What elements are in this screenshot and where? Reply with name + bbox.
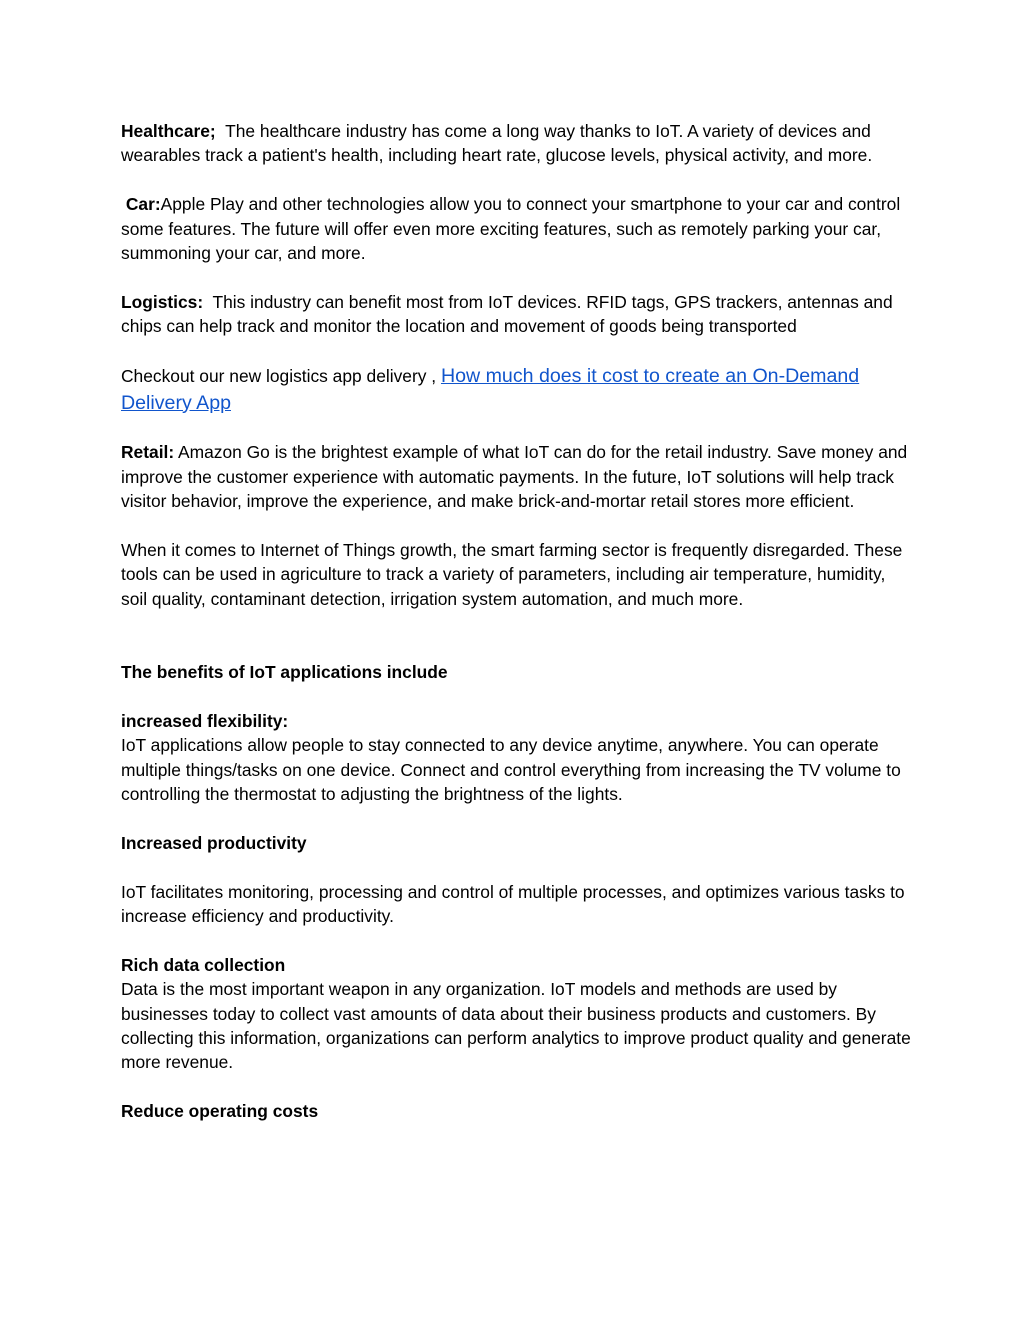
- healthcare-text: The healthcare industry has come a long way thanks to IoT. A variety of devices and wearables track a patient's health, including heart rate, glucose levels, physical activity, and more.: [121, 121, 873, 166]
- data-collection-heading-text: Rich data collection: [121, 954, 286, 975]
- retail-paragraph: [121, 440, 911, 513]
- data-collection-text: Data is the most important weapon in any organization. IoT models and methods are used by businesses today to collect vast amounts of data about their business products and customers. By collecting this information, organizations can perform analytics to improve product quality and generate more revenue.: [121, 979, 911, 1073]
- spacer: [121, 339, 911, 363]
- spacer: [121, 806, 911, 830]
- checkout-paragraph: [121, 363, 911, 416]
- flexibility-heading-text: increased flexibility:: [121, 710, 289, 731]
- productivity-text: IoT facilitates monitoring, processing and control of multiple processes, and optimizes various tasks to increase efficiency and productivity.: [121, 881, 905, 927]
- spacer: [121, 611, 911, 660]
- retail-text: Amazon Go is the brightest example of what IoT can do for the retail industry. Save money and improve the customer experience with automatic payments. In the future, IoT solutions will help track visitor behavior, improve the experience, and make brick-and-mortar retail stores more efficient.: [121, 442, 908, 512]
- logistics-label: Logistics:: [121, 291, 204, 312]
- spacer: [121, 416, 911, 440]
- farming-paragraph: When it comes to Internet of Things growth, the smart farming sector is frequently disregarded. These tools can be used in agriculture to track a variety of parameters, including air temperature, humidity, soil quality, contaminant detection, irrigation system automation, and much more.: [121, 540, 903, 609]
- car-paragraph: [121, 192, 911, 265]
- productivity-heading: [121, 831, 911, 855]
- benefits-heading: [121, 660, 911, 684]
- car-label: Car:: [125, 194, 161, 215]
- logistics-text: This industry can benefit most from IoT devices. RFID tags, GPS trackers, antennas and chips can help track and monitor the location and movement of goods being transported: [121, 291, 893, 337]
- benefits-heading-text: The benefits of IoT applications include: [121, 662, 448, 683]
- spacer: [121, 855, 911, 879]
- productivity-heading-text: Increased productivity: [121, 832, 307, 853]
- spacer: [121, 514, 911, 538]
- operating-costs-heading-text: Reduce operating costs: [121, 1101, 319, 1122]
- healthcare-label: Healthcare;: [121, 121, 216, 141]
- document-page: [121, 119, 911, 1124]
- spacer: [121, 928, 911, 952]
- spacer: [121, 265, 911, 289]
- spacer: [121, 168, 911, 192]
- logistics-paragraph: [121, 290, 911, 339]
- delivery-app-cost-link[interactable]: How much does it cost to create an On-Demand Delivery App: [121, 365, 860, 414]
- operating-costs-heading: [121, 1099, 911, 1123]
- spacer: [121, 684, 911, 708]
- healthcare-paragraph: [121, 119, 911, 168]
- spacer: [121, 1075, 911, 1099]
- checkout-text: Checkout our new logistics app delivery ,: [121, 366, 437, 387]
- data-collection-heading: [121, 953, 911, 977]
- retail-label: Retail:: [121, 442, 175, 463]
- flexibility-heading: [121, 709, 911, 733]
- flexibility-text: IoT applications allow people to stay connected to any device anytime, anywhere. You can operate multiple things/tasks on one device. Connect and control everything from increasing the TV volume to controlling the thermostat to adjusting the brightness of the lights.: [121, 735, 901, 805]
- car-text: Apple Play and other technologies allow you to connect your smartphone to your car and control some features. The future will offer even more exciting features, such as remotely parking your car, summoning your car, and more.: [121, 194, 901, 264]
